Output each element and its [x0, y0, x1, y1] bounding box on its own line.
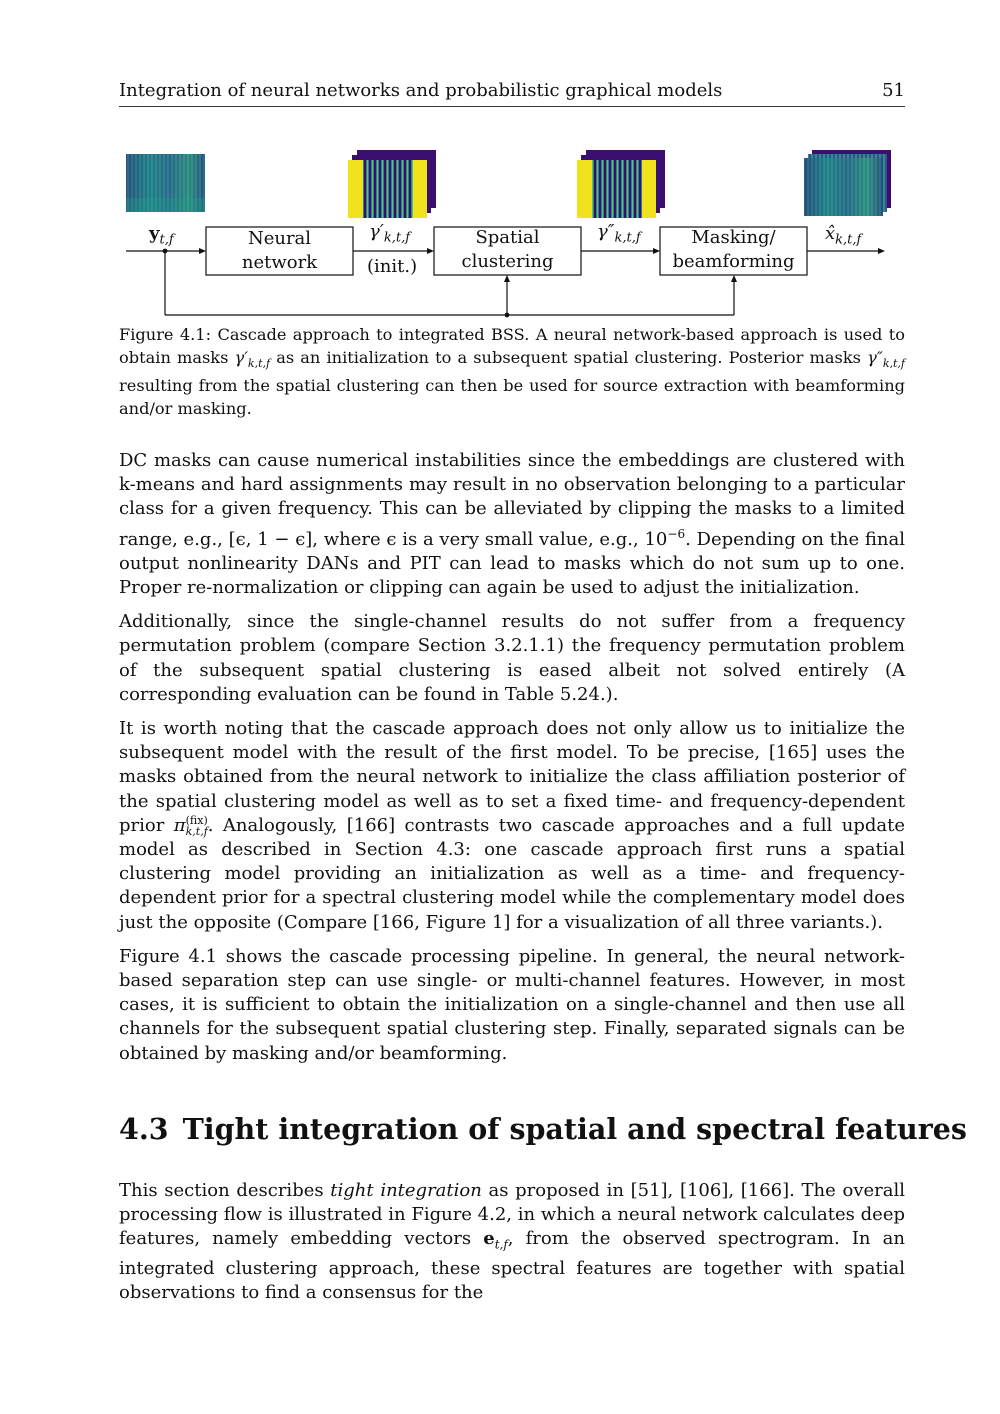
paragraph-4: Figure 4.1 shows the cascade processing pipeline. In general, the neural network-based separation step can use single- or multi-channel features. However, in most cases, it is sufficient to obtain the initialization on a single-channel and then use all channels for the subsequent spatial clustering step. Finally, separated signals can be obtained by masking and/or beamforming. [119, 945, 905, 1064]
paragraph-2: Additionally, since the single-channel results do not suffer from a frequency permutation problem (compare Section 3.2.1.1) the frequency permutation problem of the subsequent spatial clustering is eased albeit not solved entirely (A corresponding evaluation can be found in Table 5.24.). [119, 611, 905, 705]
input-spectrogram [126, 154, 205, 212]
mask-stack-1 [348, 150, 436, 218]
caption-mask1: $\gamma'_{k,t,f}$ [234, 347, 271, 370]
figure-caption: Figure 4.1: Cascade approach to integrated BSS. A neural network-based approach is used to obtain masks $\gamma'_{k,t,f}$ as an initialization to a subsequent spatial clustering. Posterior masks $\gamma''_{k,t,f}$ resulting from the spatial clustering can then be used for source extraction with beamforming and/or masking. [119, 325, 906, 418]
mask-stack-2 [577, 150, 665, 218]
page-number: 51 [882, 80, 905, 101]
section-title: Tight integration of spatial and spectral features [182, 1112, 967, 1146]
caption-mask2: $\gamma''_{k,t,f}$ [867, 347, 905, 370]
section-paragraph-1: This section describes tight integration as proposed in [51], [106], [166]. The overall processing flow is illustrated in Figure 4.2, in which a neural network calculates deep features, namely embedding vectors $e_{t,f}$, from the observed spectrogram. In an integrated clustering approach, these spectral features are together with spatial observations to find a consensus for the [119, 1180, 905, 1304]
caption-label: Figure 4.1: [119, 325, 212, 344]
running-title: Integration of neural networks and probabilistic graphical models [119, 80, 723, 101]
body-text [119, 449, 905, 1076]
figure-4-1-diagram [119, 140, 905, 330]
masking-beamforming-label: Masking/ beamforming [672, 227, 795, 272]
prior-symbol: π (fix) k,t,f [173, 813, 208, 838]
section-heading [119, 1112, 967, 1146]
output-label: $x̂_{k,t,f}$ [825, 223, 862, 248]
paragraph-1: DC masks can cause numerical instabilities since the embeddings are clustered with k-means and hard assignments may result in no observation belonging to a particular class for a given frequency. This can be alleviated by clipping the masks to a limited range, e.g., [ϵ, 1 − ϵ], where ϵ is a very small value, e.g., $10^{-6}$. Depending on the final output nonlinearity DANs and PIT can lead to masks which do not sum up to one. Proper re-normalization or clipping can again be used to adjust the initialization. [119, 450, 905, 599]
output-spectrogram-stack [804, 150, 891, 216]
paragraph-3: It is worth noting that the cascade approach does not only allow us to initialize the subsequent model with the result of the first model. To be precise, [165] uses the masks obtained from the neural network to initialize the class affiliation posterior of the spatial clustering model as well as to set a fixed time- and frequency-dependent prior π (fix) k,t,f . Analogously, [166] contrasts two cascade approaches and a full update model as described in Section 4.3: one cascade approach first runs a spatial clustering model providing an initialization as well as a time- and frequency-dependent prior for a spectral clustering model while the complementary model does just the opposite (Compare [166, Figure 1] for a visualization of all three variants.). [119, 718, 905, 933]
mask1-label: $\gamma'_{k,t,f}$ [369, 221, 411, 246]
section-body-text [119, 1179, 905, 1306]
page-header [119, 80, 905, 107]
spatial-clustering-label: Spatial clustering [461, 227, 554, 272]
mask2-label: $\gamma''_{k,t,f}$ [597, 221, 641, 246]
section-number: 4.3 [119, 1112, 169, 1146]
init-note: (init.) [367, 256, 418, 277]
neural-network-label: Neural network [241, 228, 318, 273]
embedding-symbol: e [483, 1228, 495, 1250]
input-label: $y_{t,f}$ [149, 223, 174, 248]
